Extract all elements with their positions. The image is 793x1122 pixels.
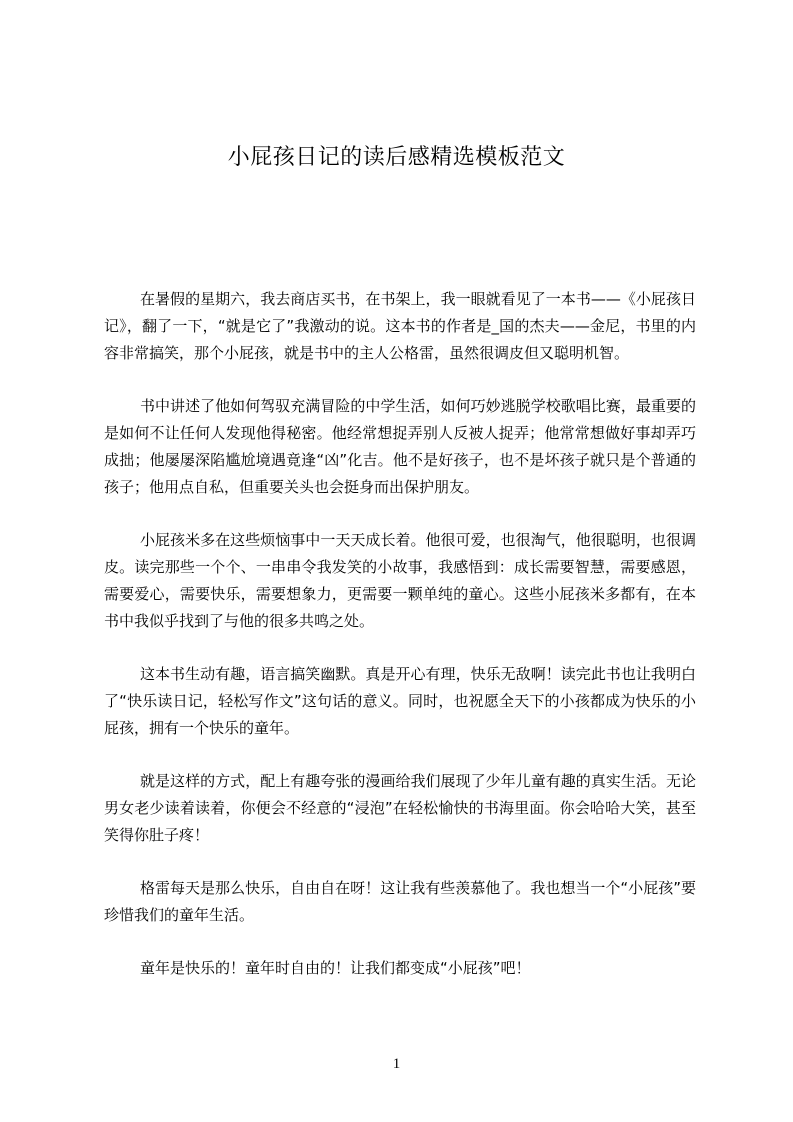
paragraph: 就是这样的方式，配上有趣夸张的漫画给我们展现了少年儿童有趣的真实生活。无论男女老少读着读着，你便会不经意的“浸泡”在轻松愉快的书海里面。你会哈哈大笑，甚至笑得你肚子疼！ [104,772,696,844]
page-number: 1 [392,1056,401,1072]
paragraph: 小屁孩米多在这些烦恼事中一天天成长着。他很可爱，也很淘气，他很聪明，也很调皮。读完那些一个个、一串串令我发笑的小故事，我感悟到：成长需要智慧，需要感恩，需要爱心，需要快乐，需要想象力，更需要一颗单纯的童心。这些小屁孩米多都有，在本书中我似乎找到了与他的很多共鸣之处。 [104,531,696,630]
paragraph: 在暑假的星期六，我去商店买书，在书架上，我一眼就看见了一本书——《小屁孩日记》，翻了一下，“就是它了”我激动的说。这本书的作者是_国的杰夫——金尼，书里的内容非常搞笑，那个小屁孩，就是书中的主人公格雷，虽然很调皮但又聪明机智。 [104,290,696,362]
paragraph: 这本书生动有趣，语言搞笑幽默。真是开心有理，快乐无敌啊！读完此书也让我明白了“快乐读日记，轻松写作文”这句话的意义。同时，也祝愿全天下的小孩都成为快乐的小屁孩，拥有一个快乐的童年。 [104,665,696,737]
paragraph: 童年是快乐的！童年时自由的！让我们都变成“小屁孩”吧！ [140,959,531,977]
paragraph: 书中讲述了他如何驾驭充满冒险的中学生活，如何巧妙逃脱学校歌唱比赛，最重要的是如何不让任何人发现他得秘密。他经常想捉弄别人反被人捉弄；他常常想做好事却弄巧成拙；他屡屡深陷尴尬境遇竟逢“凶”化吉。他不是好孩子，也不是坏孩子就只是个普通的孩子；他用点自私，但重要关头也会挺身而出保护朋友。 [104,397,696,496]
document-title: 小屁孩日记的读后感精选模板范文 [227,145,566,170]
document-body [104,286,696,1008]
paragraph: 格雷每天是那么快乐，自由自在呀！这让我有些羡慕他了。我也想当一个“小屁孩”要珍惜我们的童年生活。 [104,879,696,924]
